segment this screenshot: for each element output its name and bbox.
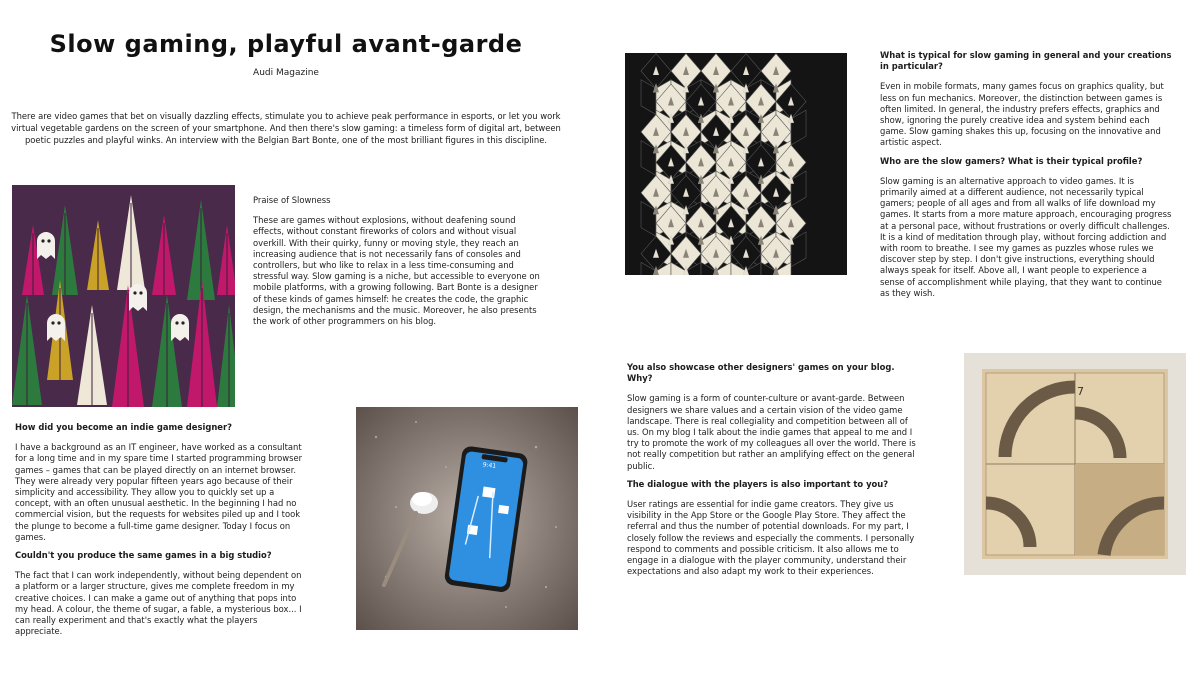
question-heading: How did you become an indie game designer?	[15, 422, 232, 432]
praise-heading: Praise of Slowness	[253, 195, 331, 205]
ghost-shape	[47, 314, 65, 341]
question-heading: You also showcase other designers' games on your blog. Why?	[627, 362, 895, 384]
tree-shape	[217, 305, 235, 407]
answer-text: User ratings are essential for indie game creators. They give us visibility in the App Store or the Google Play Store. They affect the referral and thus the number of potential downloads. For my part, I closely follow the reviews and especially the comments. I personally respond to comments and possible criticism. It also allows me to engage in a dialogue with the player community, understand their expectations and also adapt my work to their experiences.	[627, 499, 915, 577]
ghost-shape	[129, 284, 147, 311]
answer-text: Slow gaming is an alternative approach to video games. It is primarily aimed at a different audience, not necessarily typical gamers; people of all ages and from all walks of life download my games. It starts from a more mature approach, encouraging progress at a personal pace, without frustrations or overly difficult challenges. It is a kind of meditation through play, without forcing addiction and with room to breathe. I see my games as puzzles whose rules we discover step by step. I don't give instructions, everything should always speak for itself. Above all, I want people to experience a sense of accomplishment while playing, that they want to continue as they wish.	[880, 175, 1172, 298]
interview-right-bottom-column	[627, 362, 919, 584]
article-intro: There are video games that bet on visually dazzling effects, stimulate you to achieve peak performance in esports, or let you work virtual vegetable gardens on the screen of your smartphone. And then there's slow gaming: a timeless form of digital art, between poetic puzzles and playful winks. An interview with the Belgian Bart Bonte, one of the most brilliant figures in this discipline.	[11, 111, 561, 145]
phone-status: 9:41	[482, 461, 497, 471]
interview-right-top-column	[880, 50, 1172, 306]
forest-ghosts-illustration	[12, 185, 235, 407]
answer-text: Slow gaming is a form of counter-culture or avant-garde. Between designers we share values and a certain vision of the video game landscape. There is real collegiality and competition between all of us. On my blog I talk about the indie games that appeal to me and I try to promote the work of my colleagues all over the world. There is not really competition but rather an amplifying effect on the general public.	[627, 393, 916, 471]
ghost-shape	[37, 232, 55, 259]
question-heading: Who are the slow gamers? What is their typical profile?	[880, 155, 1143, 166]
article-title: Slow gaming, playful avant-garde	[49, 30, 523, 58]
answer-text: Even in mobile formats, many games focus on graphics quality, but less on fun mechanics. Moreover, the distinction between games is often limited. In general, the industry prefers effects, graphics and show, ignoring the purely creative idea and system behind each game. Slow gaming shakes this up, focusing on the innovative and artistic aspect.	[880, 81, 1164, 148]
question-heading: The dialogue with the players is also important to you?	[627, 478, 889, 489]
question-heading: What is typical for slow gaming in general and your creations in particular?	[880, 50, 1172, 72]
article-source: Audi Magazine	[253, 68, 319, 78]
isometric-cube-puzzle-image	[625, 53, 847, 275]
puzzle-level-number: 7	[1077, 385, 1084, 398]
ghost-shape	[171, 314, 189, 341]
tree-shape	[217, 225, 235, 295]
phone-sugar-photo	[356, 407, 578, 630]
praise-body: These are games without explosions, without deafening sound effects, without constant fireworks of colors and without visual overkill. With their quirky, funny or moving style, they reach an increasing audience that is not necessarily fans of consoles and controllers, but who like to relax in a less time-consuming and stressful way. Slow gaming is a niche, but accessible to everyone on mobile platforms, with a growing following. Bart Bonte is a designer of these kinds of games himself: he creates the code, the graphic design, the mechanisms and the music. Moreover, he also presents the work of other programmers on his blog.	[253, 215, 540, 327]
answer-text: The fact that I can work independently, without being dependent on a platform or a larger structure, gives me complete freedom in my creative choices. I can make a game out of anything that pops into my head. A colour, the theme of sugar, a fable, a mysterious box... I can really experiment and that's exactly what the players appreciate.	[15, 570, 302, 637]
praise-section	[253, 195, 543, 334]
wooden-puzzle-box-image	[964, 353, 1186, 575]
answer-text: I have a background as an IT engineer, have worked as a consultant for a long time and in my spare time I started programming browser games – games that can be played directly on an internet browser. They were already very popular fifteen years ago because of their simplicity and accessibility. They allow you to quickly set up a concept, with an often unusual aesthetic. In the beginning I had no commercial vision, but the requests for websites piled up and I took the plunge to become a full-time game designer. Today I focus on games.	[15, 442, 303, 542]
interview-left-column	[15, 422, 305, 644]
question-heading: Couldn't you produce the same games in a big studio?	[15, 550, 272, 561]
